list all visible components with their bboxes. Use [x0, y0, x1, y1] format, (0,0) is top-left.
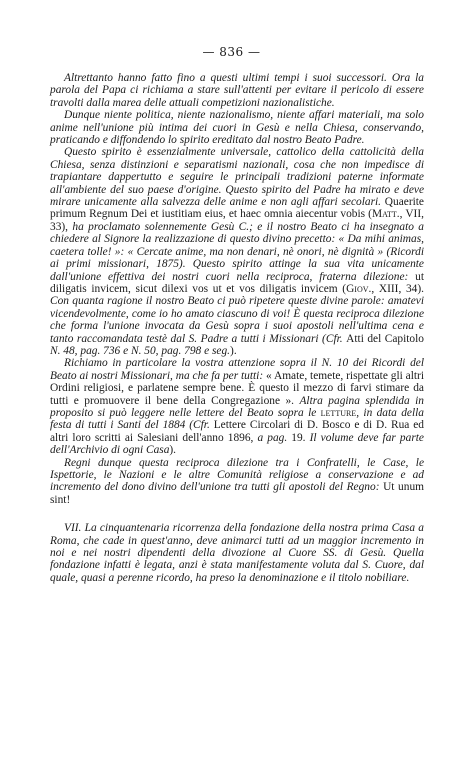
- text-run: Questo spirito è essenzialmente universale, cattolico della cattolicità della Chiesa, senza distinzioni e separatismi nazionali, cosa che non impedisce di trapiantare dappertutto e seguire le principali tradizioni paterne informate all'ambiente del suo paese d'origine. Questo spirito del Padre ha mirato e deve mirare unicamente alla salvezza delle anime e non agli affari secolari.: [50, 146, 424, 209]
- page-number: — 836 —: [202, 45, 261, 59]
- text-run: VII. La cinquantenaria ricorrenza della fondazione della nostra prima Casa a Roma, che cade in quest'anno, deve animarci tutti ad un maggior incremento in noi e nei nostri dipendenti della divozione al Cuore SS. di Gesù. Quella fondazione infatti è legata, anzi è stata manifestamente voluta dal S. Cuore, dal quale, quasi a perenne ricordo, ha preso la denominazione e il titolo nobiliare.: [50, 522, 424, 584]
- text-run: Richiamo in particolare la vostra attenzione sopra il N. 10 dei Ricordi del Beato ai nostri Missionari, ma che fa per tutti:: [50, 357, 424, 382]
- text-run: ha proclamato solennemente Gesù C.; e il nostro Beato ci ha insegnato a chiedere al Signore la realizzazione di questo divino precetto: « Da mihi animas, caetera tolle! »: « Cercate anime, ma non denari, nè onori, nè dignità » (Ricordi ai primi missionari, 1875). Questo spirito attinge la sua vita unicamente dall'unione effettiva dei nostri cuori nella reciproca, fraterna dilezione:: [50, 220, 424, 283]
- text-run: Con quanta ragione il nostro Beato ci può ripetere queste divine parole: amatevi vicendevolmente, come io ho amato ciascuno di voi! È questa reciproca dilezione che forma l'unione invocata da Gesù sopra i suoi apostoli nell'ultima cena e tanto raccomandata testè dal S. Padre a tutti i Missionari (: [50, 295, 424, 345]
- text-run: Il volume deve far parte dell'Archivio di ogni Casa: [50, 431, 424, 457]
- text-run: Matt.: [371, 208, 400, 221]
- text-run: ).: [169, 444, 177, 457]
- paragraph: [50, 457, 424, 507]
- text-run: ).: [230, 344, 237, 357]
- text-run: , XIII, 34).: [371, 282, 424, 295]
- text-run: N. 48, pag. 736 e N. 50, pag. 798 e seg.: [50, 344, 231, 357]
- text-run: Altrettanto hanno fatto fino a questi ultimi tempi i suoi successori. Ora la parola del Papa ci richiama a stare sull'attenti per evitare il pericolo di essere travolti dalla marea delle attuali competizioni nazionalistiche.: [50, 72, 424, 109]
- body-text: [50, 72, 424, 584]
- paragraph: [50, 357, 424, 456]
- section-gap: [50, 506, 424, 522]
- text-run: ut diligatis invicem, sicut dilexi vos ut et vos diligatis invicem (: [50, 270, 424, 295]
- paragraph: [50, 72, 424, 109]
- text-run: 19.: [291, 431, 310, 444]
- text-run: Giov.: [346, 282, 372, 295]
- text-run: Atti del Capitolo: [346, 332, 424, 345]
- paragraph: [50, 146, 424, 357]
- text-run: Lettere Circolari di D. Bosco e di D. Rua ed altri loro scritti ai Salesiani dell'anno 1896,: [50, 419, 424, 444]
- text-run: Dunque niente politica, niente nazionalismo, niente affari materiali, ma solo anime nell'unione più intima dei cuori in Gesù e nella Chiesa, conservando, praticando e diffondendo lo spirito ereditato dal nostro Beato Padre.: [50, 109, 424, 147]
- text-run: Regni dunque questa reciproca dilezione tra i Confratelli, le Case, le Ispettorie, le Nazioni e le altre Comunità religiose a conservazione e ad incremento del dono divino dell'unione tra tutti gli apostoli del Regno:: [50, 456, 424, 494]
- text-run: , VII, 33),: [50, 208, 424, 233]
- text-run: « Amate, temete, rispettate gli altri Ordini religiosi, e parlatene sempre bene. È questo il mezzo di farvi stimare da tutti e promuovere il bene della Congregazione ».: [50, 369, 424, 407]
- paragraph: [50, 109, 424, 146]
- text-run: Altra pagina splendida in proposito si può leggere nelle lettere del Beato sopra le: [50, 394, 424, 419]
- text-run: , in data della festa di tutti i Santi del 1884 (: [50, 406, 424, 432]
- paragraph-section-vii: [50, 522, 424, 584]
- text-run: Cfr.: [325, 332, 347, 345]
- text-run: Ut unum sint!: [50, 481, 424, 506]
- text-run: a pag.: [257, 431, 292, 444]
- text-run: Quaerite primum Regnum Dei et iustitiam eius, et haec omnia aiecentur vobis (: [50, 196, 424, 221]
- text-run: Cfr.: [193, 419, 214, 432]
- text-run: letture: [320, 406, 357, 419]
